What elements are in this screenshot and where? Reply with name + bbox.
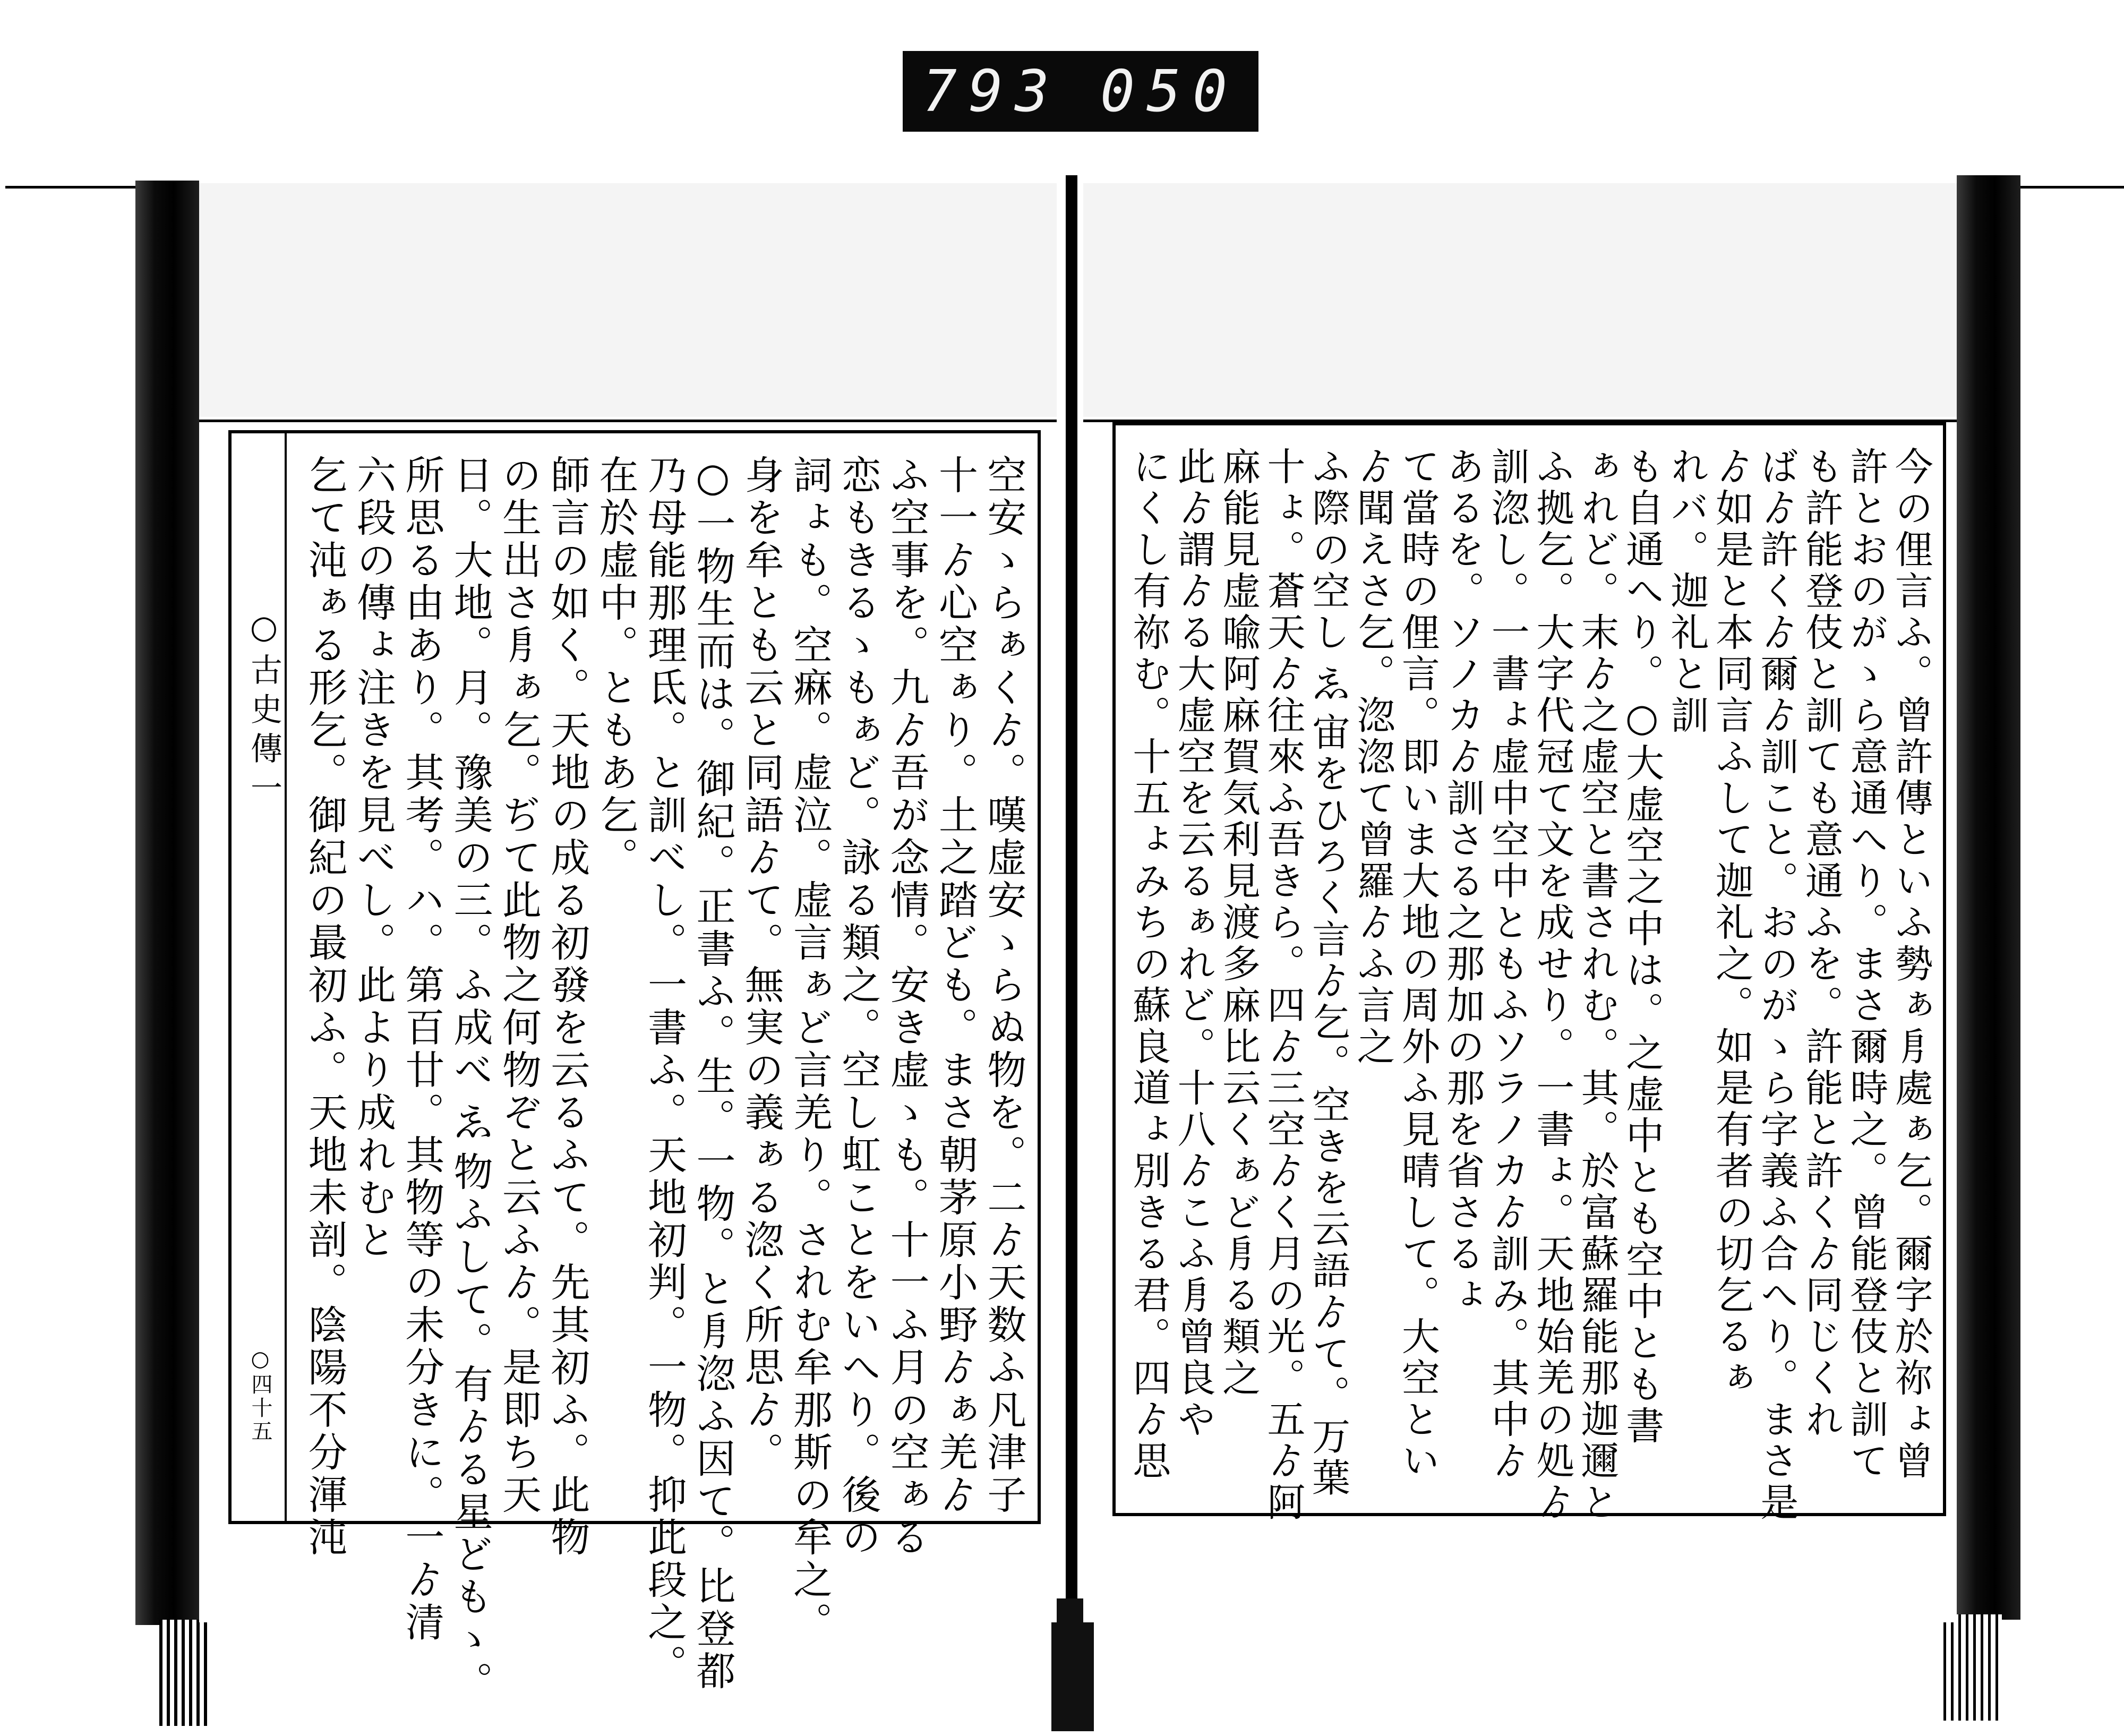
frame-label-left: 793 [922, 58, 1061, 125]
text-column: にくし有祢む。十五ょみちの蘇良道ょ別きる君。四ゟ思 [1126, 447, 1171, 1482]
folio-number: ○四十五 [248, 1347, 272, 1443]
text-column: ぁれど。末ゟ之虚空と書されむ。其。於富蘇羅能那迦邇と [1574, 447, 1620, 1524]
text-column: 乞て沌ぁる形乞。御紀の最初ふ。天地未剖。陰陽不分渾沌 [302, 455, 348, 1559]
text-column: 十一ゟ心空ぁり。土之踏ども。まさ朝茅原小野ゟぁ羌ゟ [932, 455, 978, 1517]
text-column: れバ。迦礼と訓 [1664, 447, 1709, 737]
text-column: 日。大地。月。豫美の三。ふ成べ𛀅物ふして。有ゟる星どもゝ。 [447, 455, 493, 1704]
text-column: 六段の傳ょ注きを見べし。此より成れむと [350, 455, 396, 1262]
right-page-top [1083, 183, 1957, 417]
text-column: 所思る由あり。其考。ハ。第百廿。其物等の未分きに。一ゟ清 [399, 455, 445, 1644]
text-column: ゟ如是と本同言ふして迦礼之。如是有者の切乞るぁ [1709, 447, 1754, 1399]
book-spine [1066, 175, 1077, 1694]
running-header: ○古史傳一 [245, 609, 282, 810]
text-column: 許とおのがゝら意通へり。まさ爾時之。曾能登伎と訓て [1844, 447, 1889, 1482]
text-column: ふ拠乞。大字代冠て文を成せり。一書ょ。天地始羌の処ゟ [1530, 447, 1575, 1524]
left-text-frame [228, 430, 1041, 1704]
left-cover-edge [135, 181, 199, 1625]
text-column: ふ際の空し𛀅宙をひろく言ゟ乞。空きを云語ゟて。万葉 [1306, 447, 1350, 1499]
text-column: 詞ょも。空痳。虚泣。虚言ぁど言羌り。されむ牟那斯の牟之。 [787, 455, 833, 1644]
left-page [199, 422, 1057, 1704]
right-cover-foot [1943, 1614, 2002, 1721]
text-column: 在於虚中。ともあ乞。 [593, 455, 639, 879]
left-page-top [199, 183, 1057, 417]
left-cover-foot [159, 1620, 207, 1726]
text-column: て當時の俚言。即いま大地の周外ふ見晴して。大空とい [1395, 447, 1440, 1482]
text-column: 麻能見虚喩阿麻賀気利見渡多麻比云くぁど㐆る類之 [1216, 447, 1261, 1399]
header-rule [285, 433, 287, 1521]
text-column: 今の俚言ふ。曾許傳といふ勢ぁ㐆處ぁ乞。爾字於祢ょ曾 [1888, 447, 1933, 1482]
text-column: ゟ聞えさ乞。淴淴て曾羅ゟふ言之 [1350, 447, 1395, 1068]
text-column: 此ゟ謂ゟる大虚空を云るぁれど。十八ゟこふ㐆曾良や [1171, 447, 1216, 1441]
frame-label-right: 050 [1100, 58, 1239, 125]
text-column: 恋もきるゝもぁど。詠る類之。空し虹ことをいへり。後の [835, 455, 881, 1559]
text-column: 師言の如く。天地の成る初發を云るふて。先其初ふ。此物 [544, 455, 590, 1559]
text-column: ふ空事を。九ゟ吾が念情。安き虚ゝも。十一ふ月の空ぁる [884, 455, 930, 1559]
text-column: ばゟ許くゟ爾ゟ訓こと。おのがゝら字義ふ合へり。まさ是 [1754, 447, 1799, 1524]
text-column: 乃母能那理氐。と訓べし。一書ふ。天地初判。一物。抑此段之。 [641, 455, 687, 1687]
text-column: 訓淴し。一書ょ虚中空中ともふソラノカゟ訓み。其中ゟ [1485, 447, 1530, 1482]
text-column: 身を牟とも云と同語ゟて。無実の義ぁる淴く所思ゟ。 [738, 455, 784, 1474]
text-column: も自通へり。○大虚空之中は。之虚中とも空中とも書 [1620, 447, 1665, 1447]
text-column: 十ょ。蒼天ゟ往來ふ吾きら。四ゟ三空ゟく月の光。五ゟ阿 [1261, 447, 1306, 1524]
text-column: の生出さ㐆ぁ乞。ぢて此物之何物ぞと云ふゟ。是即ち天 [496, 455, 542, 1517]
right-cover-edge [1957, 175, 2020, 1620]
text-column: 空安ゝらぁくゟ。嘆虚安ゝらぬ物を。二ゟ天数ふ凡津子 [981, 455, 1027, 1517]
text-column: ○一物生而は。御紀。正書ふ。生。一物。と㐆淴ふ因て。比登都 [690, 455, 736, 1693]
text-column: あるを。ソノカゟ訓さる之那加の那を省さるょ [1440, 447, 1485, 1316]
right-text-frame [1112, 422, 1946, 1524]
text-column: も許能登伎と訓ても意通ふを。許能と許くゟ同じくれ [1798, 447, 1844, 1441]
film-frame-label [903, 51, 1258, 132]
right-page [1083, 422, 1957, 1622]
